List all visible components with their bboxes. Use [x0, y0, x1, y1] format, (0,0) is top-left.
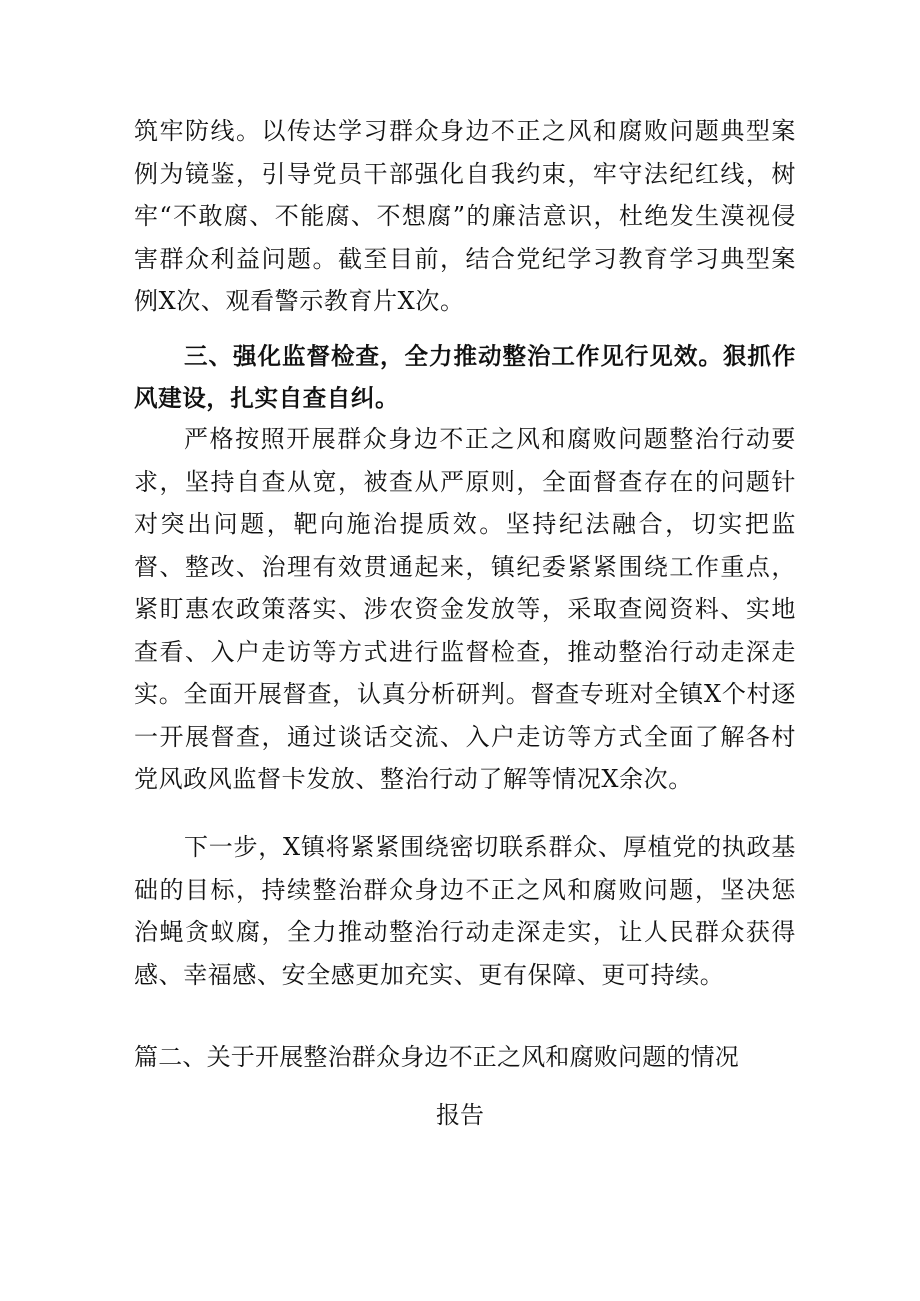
next-article-title-continuation: 报告 — [436, 1101, 484, 1129]
body-paragraph-1: 筑牢防线。以传达学习群众身边不正之风和腐败问题典型案例为镜鉴，引导党员干部强化自我约束，牢守法纪红线，树牢“不敢腐、不能腐、不想腐”的廉洁意识，杜绝发生漠视侵害群众利益问题。截至目前，结合党纪学习教育学习典型案例X次、观看警示教育片X次。 — [134, 117, 796, 315]
body-paragraph-2: 严格按照开展群众身边不正之风和腐败问题整治行动要求，坚持自查从宽，被查从严原则，全面督查存在的问题针对突出问题，靶向施治提质效。坚持纪法融合，切实把监督、整改、治理有效贯通起来，镇纪委紧紧围绕工作重点，紧盯惠农政策落实、涉农资金发放等，采取查阅资料、实地查看、入户走访等方式进行监督检查，推动整治行动走深走实。全面开展督查，认真分析研判。督查专班对全镇X个村逐一开展督查，通过谈话交流、入户走访等方式全面了解各村党风政风监督卡发放、整治行动了解等情况X余次。 — [134, 425, 796, 793]
next-article-title: 篇二、关于开展整治群众身边不正之风和腐败问题的情况 — [134, 1043, 739, 1071]
section-heading-3: 三、强化监督检查，全力推动整治工作见行见效。狠抓作风建设，扎实自查自纠。 — [134, 342, 796, 412]
body-paragraph-3: 下一步，X镇将紧紧围绕密切联系群众、厚植党的执政基础的目标，持续整治群众身边不正之风和腐败问题，坚决惩治蝇贪蚁腐，全力推动整治行动走深走实，让人民群众获得感、幸福感、安全感更加充实、更有保障、更可持续。 — [134, 833, 796, 989]
